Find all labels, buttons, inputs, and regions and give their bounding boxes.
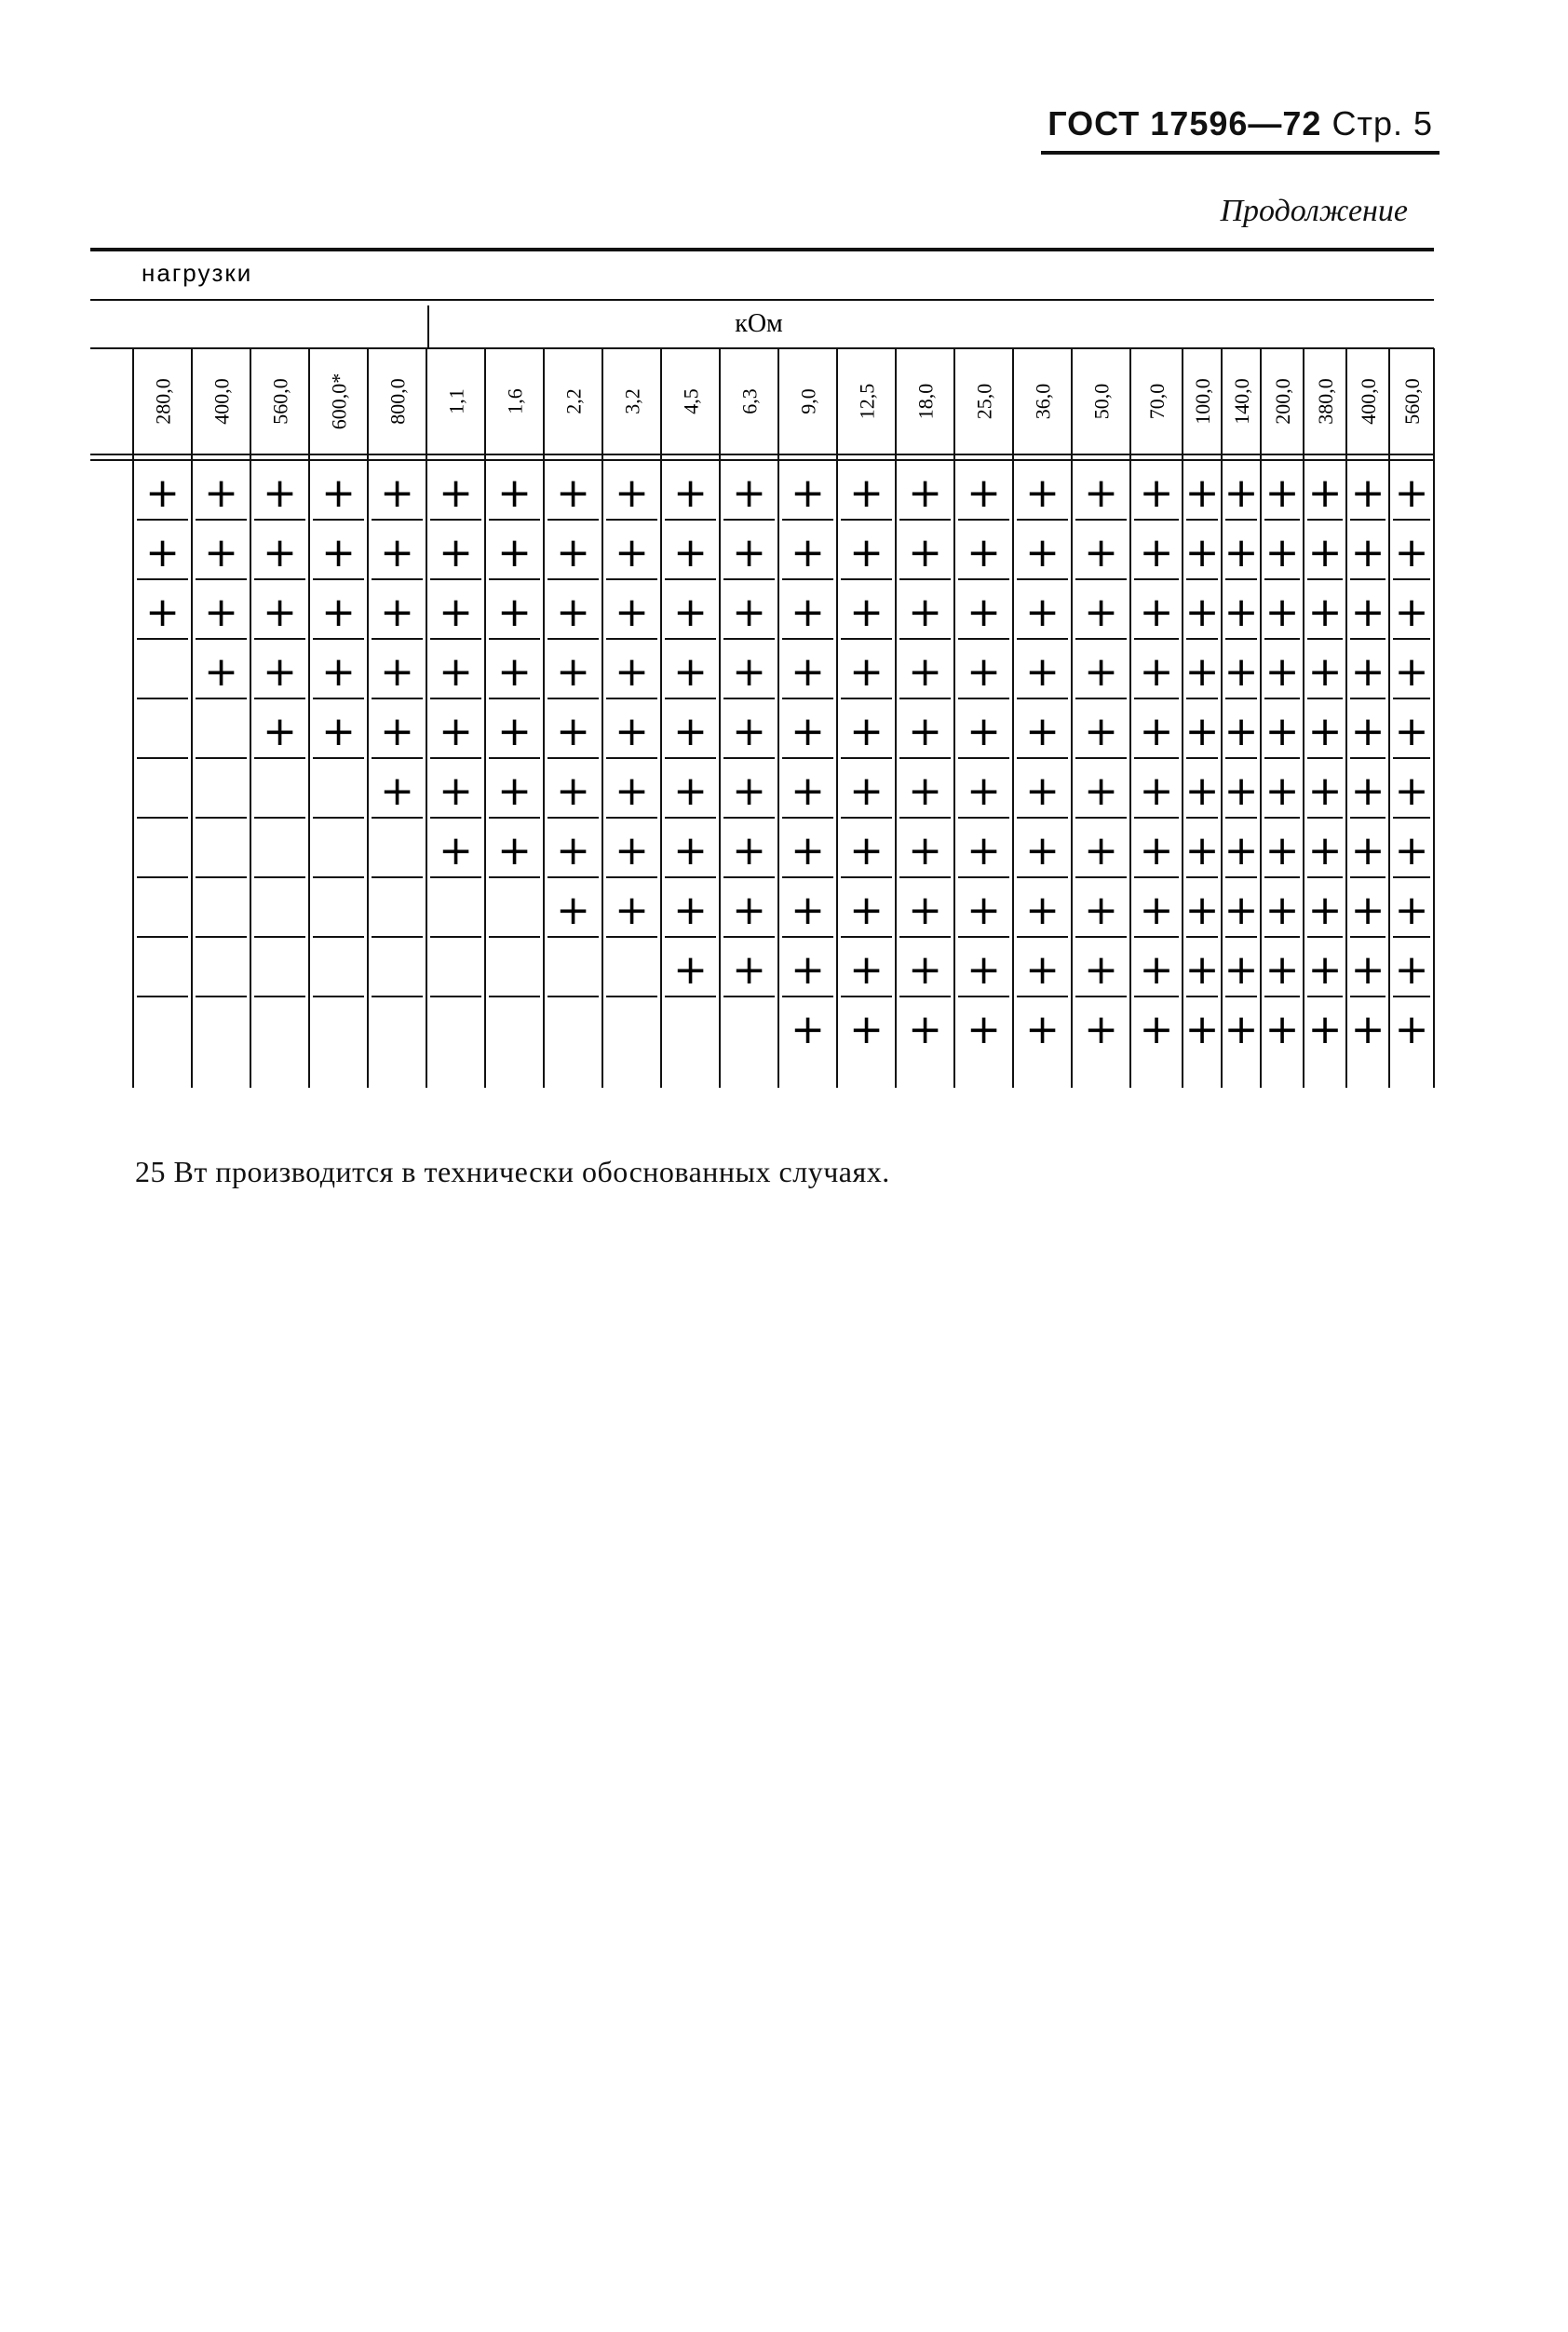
- plus-mark: +: [849, 648, 884, 696]
- plus-mark: +: [1394, 708, 1429, 755]
- plus-mark: +: [439, 767, 473, 815]
- column-header-10: 4,5: [679, 388, 703, 414]
- plus-mark: +: [1084, 589, 1118, 636]
- plus-mark: +: [497, 529, 532, 576]
- plus-mark: +: [1307, 767, 1343, 815]
- plus-mark: +: [263, 469, 297, 517]
- plus-mark: +: [1394, 648, 1429, 696]
- column-header-24: 560,0: [1400, 378, 1424, 425]
- column-header-13: 12,5: [855, 383, 879, 420]
- plus-mark: +: [1223, 469, 1259, 517]
- plus-mark: +: [1184, 589, 1220, 636]
- column-header-2: 400,0: [210, 378, 234, 425]
- plus-mark: +: [732, 529, 766, 576]
- plus-mark: +: [1307, 1006, 1343, 1053]
- plus-mark: +: [321, 529, 356, 576]
- plus-mark: +: [791, 589, 825, 636]
- plus-mark: +: [673, 827, 708, 874]
- plus-mark: +: [791, 827, 825, 874]
- plus-mark: +: [1139, 887, 1174, 934]
- plus-mark: +: [204, 529, 238, 576]
- column-header-5: 800,0: [385, 378, 410, 425]
- plus-mark: +: [321, 708, 356, 755]
- plus-mark: +: [1184, 648, 1220, 696]
- plus-mark: +: [908, 589, 942, 636]
- plus-mark: +: [966, 767, 1001, 815]
- plus-mark: +: [849, 529, 884, 576]
- plus-mark: +: [615, 887, 649, 934]
- plus-mark: +: [1184, 827, 1220, 874]
- plus-mark: +: [497, 827, 532, 874]
- plus-mark: +: [908, 529, 942, 576]
- plus-mark: +: [1394, 529, 1429, 576]
- plus-mark: +: [615, 767, 649, 815]
- plus-mark: +: [1223, 887, 1259, 934]
- plus-mark: +: [1223, 827, 1259, 874]
- plus-mark: +: [1350, 469, 1386, 517]
- plus-mark: +: [1084, 946, 1118, 994]
- unit-header: кОм: [735, 309, 783, 338]
- plus-mark: +: [732, 469, 766, 517]
- plus-mark: +: [1184, 767, 1220, 815]
- plus-mark: +: [1264, 946, 1300, 994]
- plus-mark: +: [263, 529, 297, 576]
- column-header-8: 2,2: [561, 388, 586, 414]
- continuation-label: Продолжение: [1220, 194, 1408, 228]
- plus-mark: +: [1025, 946, 1060, 994]
- plus-mark: +: [1264, 648, 1300, 696]
- plus-mark: +: [1184, 708, 1220, 755]
- plus-mark: +: [1350, 827, 1386, 874]
- plus-mark: +: [849, 887, 884, 934]
- plus-mark: +: [849, 708, 884, 755]
- plus-mark: +: [673, 946, 708, 994]
- plus-mark: +: [966, 946, 1001, 994]
- plus-mark: +: [1223, 767, 1259, 815]
- plus-mark: +: [1350, 767, 1386, 815]
- plus-mark: +: [439, 589, 473, 636]
- standard-number: ГОСТ 17596—72: [1048, 104, 1322, 142]
- plus-mark: +: [321, 589, 356, 636]
- plus-mark: +: [145, 529, 180, 576]
- plus-mark: +: [1025, 529, 1060, 576]
- plus-mark: +: [615, 648, 649, 696]
- plus-mark: +: [204, 469, 238, 517]
- plus-mark: +: [1350, 529, 1386, 576]
- plus-mark: +: [615, 589, 649, 636]
- plus-mark: +: [673, 469, 708, 517]
- plus-mark: +: [1139, 469, 1174, 517]
- plus-mark: +: [204, 648, 238, 696]
- plus-mark: +: [1394, 589, 1429, 636]
- plus-mark: +: [263, 589, 297, 636]
- plus-mark: +: [1025, 469, 1060, 517]
- column-header-17: 50,0: [1089, 383, 1114, 420]
- plus-mark: +: [1307, 708, 1343, 755]
- plus-mark: +: [1139, 1006, 1174, 1053]
- plus-mark: +: [1264, 827, 1300, 874]
- plus-mark: +: [849, 767, 884, 815]
- plus-mark: +: [497, 708, 532, 755]
- plus-mark: +: [1264, 589, 1300, 636]
- plus-mark: +: [1307, 827, 1343, 874]
- plus-mark: +: [849, 946, 884, 994]
- group-header: нагрузки: [142, 259, 253, 287]
- plus-mark: +: [673, 529, 708, 576]
- plus-mark: +: [1264, 767, 1300, 815]
- plus-mark: +: [966, 708, 1001, 755]
- plus-mark: +: [556, 529, 590, 576]
- plus-mark: +: [1139, 529, 1174, 576]
- plus-mark: +: [966, 648, 1001, 696]
- plus-mark: +: [1139, 648, 1174, 696]
- plus-mark: +: [849, 827, 884, 874]
- plus-mark: +: [849, 1006, 884, 1053]
- plus-mark: +: [1223, 529, 1259, 576]
- plus-mark: +: [1307, 946, 1343, 994]
- plus-mark: +: [556, 648, 590, 696]
- column-header-12: 9,0: [796, 388, 820, 414]
- plus-mark: +: [321, 469, 356, 517]
- plus-mark: +: [1350, 1006, 1386, 1053]
- plus-mark: +: [380, 589, 414, 636]
- plus-mark: +: [1307, 469, 1343, 517]
- plus-mark: +: [1394, 469, 1429, 517]
- plus-mark: +: [263, 708, 297, 755]
- column-header-20: 140,0: [1230, 378, 1253, 425]
- plus-mark: +: [1139, 946, 1174, 994]
- plus-mark: +: [673, 589, 708, 636]
- plus-mark: +: [1084, 648, 1118, 696]
- column-header-19: 100,0: [1191, 378, 1214, 425]
- plus-mark: +: [1184, 887, 1220, 934]
- plus-mark: +: [1025, 767, 1060, 815]
- plus-mark: +: [732, 648, 766, 696]
- plus-mark: +: [1223, 648, 1259, 696]
- plus-mark: +: [380, 529, 414, 576]
- plus-mark: +: [1184, 529, 1220, 576]
- column-header-18: 70,0: [1145, 383, 1169, 420]
- plus-mark: +: [1264, 887, 1300, 934]
- plus-mark: +: [732, 887, 766, 934]
- plus-mark: +: [1223, 946, 1259, 994]
- plus-mark: +: [791, 469, 825, 517]
- plus-mark: +: [556, 887, 590, 934]
- plus-mark: +: [1264, 469, 1300, 517]
- page-number: Стр. 5: [1331, 104, 1433, 142]
- plus-mark: +: [791, 767, 825, 815]
- plus-mark: +: [497, 767, 532, 815]
- plus-mark: +: [1350, 946, 1386, 994]
- plus-mark: +: [732, 589, 766, 636]
- plus-mark: +: [1025, 1006, 1060, 1053]
- plus-mark: +: [263, 648, 297, 696]
- plus-mark: +: [908, 887, 942, 934]
- plus-mark: +: [791, 946, 825, 994]
- column-header-4: 600,0*: [327, 373, 351, 430]
- plus-mark: +: [1025, 887, 1060, 934]
- plus-mark: +: [908, 469, 942, 517]
- plus-mark: +: [439, 827, 473, 874]
- plus-mark: +: [1264, 529, 1300, 576]
- plus-mark: +: [966, 589, 1001, 636]
- plus-mark: +: [1307, 589, 1343, 636]
- plus-mark: +: [1084, 827, 1118, 874]
- plus-mark: +: [145, 469, 180, 517]
- plus-mark: +: [1139, 767, 1174, 815]
- plus-mark: +: [1394, 1006, 1429, 1053]
- column-header-15: 25,0: [972, 383, 996, 420]
- plus-mark: +: [1084, 529, 1118, 576]
- plus-mark: +: [380, 648, 414, 696]
- plus-mark: +: [966, 469, 1001, 517]
- plus-mark: +: [966, 1006, 1001, 1053]
- plus-mark: +: [439, 529, 473, 576]
- plus-mark: +: [1139, 708, 1174, 755]
- plus-mark: +: [1350, 887, 1386, 934]
- column-header-7: 1,6: [503, 388, 527, 414]
- plus-mark: +: [1307, 648, 1343, 696]
- plus-mark: +: [556, 827, 590, 874]
- column-header-1: 280,0: [151, 378, 175, 425]
- column-header-14: 18,0: [913, 383, 938, 420]
- plus-mark: +: [1223, 708, 1259, 755]
- plus-mark: +: [497, 469, 532, 517]
- plus-mark: +: [1307, 887, 1343, 934]
- plus-mark: +: [1307, 529, 1343, 576]
- plus-mark: +: [791, 648, 825, 696]
- column-header-9: 3,2: [620, 388, 644, 414]
- plus-mark: +: [439, 648, 473, 696]
- column-header-21: 200,0: [1271, 378, 1294, 425]
- plus-mark: +: [145, 589, 180, 636]
- plus-mark: +: [1025, 589, 1060, 636]
- plus-mark: +: [1084, 767, 1118, 815]
- column-header-6: 1,1: [444, 388, 468, 414]
- plus-mark: +: [732, 827, 766, 874]
- plus-mark: +: [1084, 1006, 1118, 1053]
- plus-mark: +: [615, 529, 649, 576]
- plus-mark: +: [791, 529, 825, 576]
- plus-mark: +: [732, 946, 766, 994]
- column-header-16: 36,0: [1031, 383, 1055, 420]
- plus-mark: +: [673, 708, 708, 755]
- plus-mark: +: [1394, 946, 1429, 994]
- plus-mark: +: [497, 589, 532, 636]
- plus-mark: +: [1264, 1006, 1300, 1053]
- plus-mark: +: [1139, 589, 1174, 636]
- column-header-11: 6,3: [737, 388, 762, 414]
- plus-mark: +: [204, 589, 238, 636]
- plus-mark: +: [849, 469, 884, 517]
- plus-mark: +: [556, 589, 590, 636]
- plus-mark: +: [673, 887, 708, 934]
- plus-mark: +: [1394, 887, 1429, 934]
- plus-mark: +: [673, 767, 708, 815]
- plus-mark: +: [556, 708, 590, 755]
- plus-mark: +: [497, 648, 532, 696]
- footnote: 25 Вт производится в технически обоснованных случаях.: [135, 1155, 890, 1188]
- plus-mark: +: [732, 708, 766, 755]
- plus-mark: +: [966, 827, 1001, 874]
- plus-mark: +: [439, 469, 473, 517]
- plus-mark: +: [1084, 469, 1118, 517]
- plus-mark: +: [1264, 708, 1300, 755]
- plus-mark: +: [380, 767, 414, 815]
- plus-mark: +: [556, 469, 590, 517]
- plus-mark: +: [1350, 648, 1386, 696]
- plus-mark: +: [908, 946, 942, 994]
- plus-mark: +: [791, 708, 825, 755]
- plus-mark: +: [849, 589, 884, 636]
- plus-mark: +: [1350, 708, 1386, 755]
- plus-mark: +: [1184, 469, 1220, 517]
- plus-mark: +: [615, 827, 649, 874]
- plus-mark: +: [791, 887, 825, 934]
- plus-mark: +: [908, 1006, 942, 1053]
- plus-mark: +: [556, 767, 590, 815]
- plus-mark: +: [439, 708, 473, 755]
- plus-mark: +: [966, 887, 1001, 934]
- plus-mark: +: [908, 648, 942, 696]
- plus-mark: +: [1223, 589, 1259, 636]
- plus-mark: +: [1184, 1006, 1220, 1053]
- plus-mark: +: [791, 1006, 825, 1053]
- plus-mark: +: [908, 767, 942, 815]
- column-header-3: 560,0: [268, 378, 292, 425]
- plus-mark: +: [615, 469, 649, 517]
- plus-mark: +: [1084, 887, 1118, 934]
- plus-mark: +: [1223, 1006, 1259, 1053]
- plus-mark: +: [1139, 827, 1174, 874]
- plus-mark: +: [732, 767, 766, 815]
- plus-mark: +: [908, 708, 942, 755]
- plus-mark: +: [673, 648, 708, 696]
- plus-mark: +: [380, 708, 414, 755]
- plus-mark: +: [1025, 648, 1060, 696]
- plus-mark: +: [1025, 708, 1060, 755]
- plus-mark: +: [1350, 589, 1386, 636]
- column-header-22: 380,0: [1314, 378, 1337, 425]
- plus-mark: +: [908, 827, 942, 874]
- plus-mark: +: [1084, 708, 1118, 755]
- plus-mark: +: [321, 648, 356, 696]
- plus-mark: +: [1394, 827, 1429, 874]
- resistance-table: [0, 0, 1568, 1118]
- plus-mark: +: [1394, 767, 1429, 815]
- plus-mark: +: [615, 708, 649, 755]
- plus-mark: +: [1184, 946, 1220, 994]
- column-header-23: 400,0: [1357, 378, 1380, 425]
- plus-mark: +: [966, 529, 1001, 576]
- plus-mark: +: [380, 469, 414, 517]
- plus-mark: +: [1025, 827, 1060, 874]
